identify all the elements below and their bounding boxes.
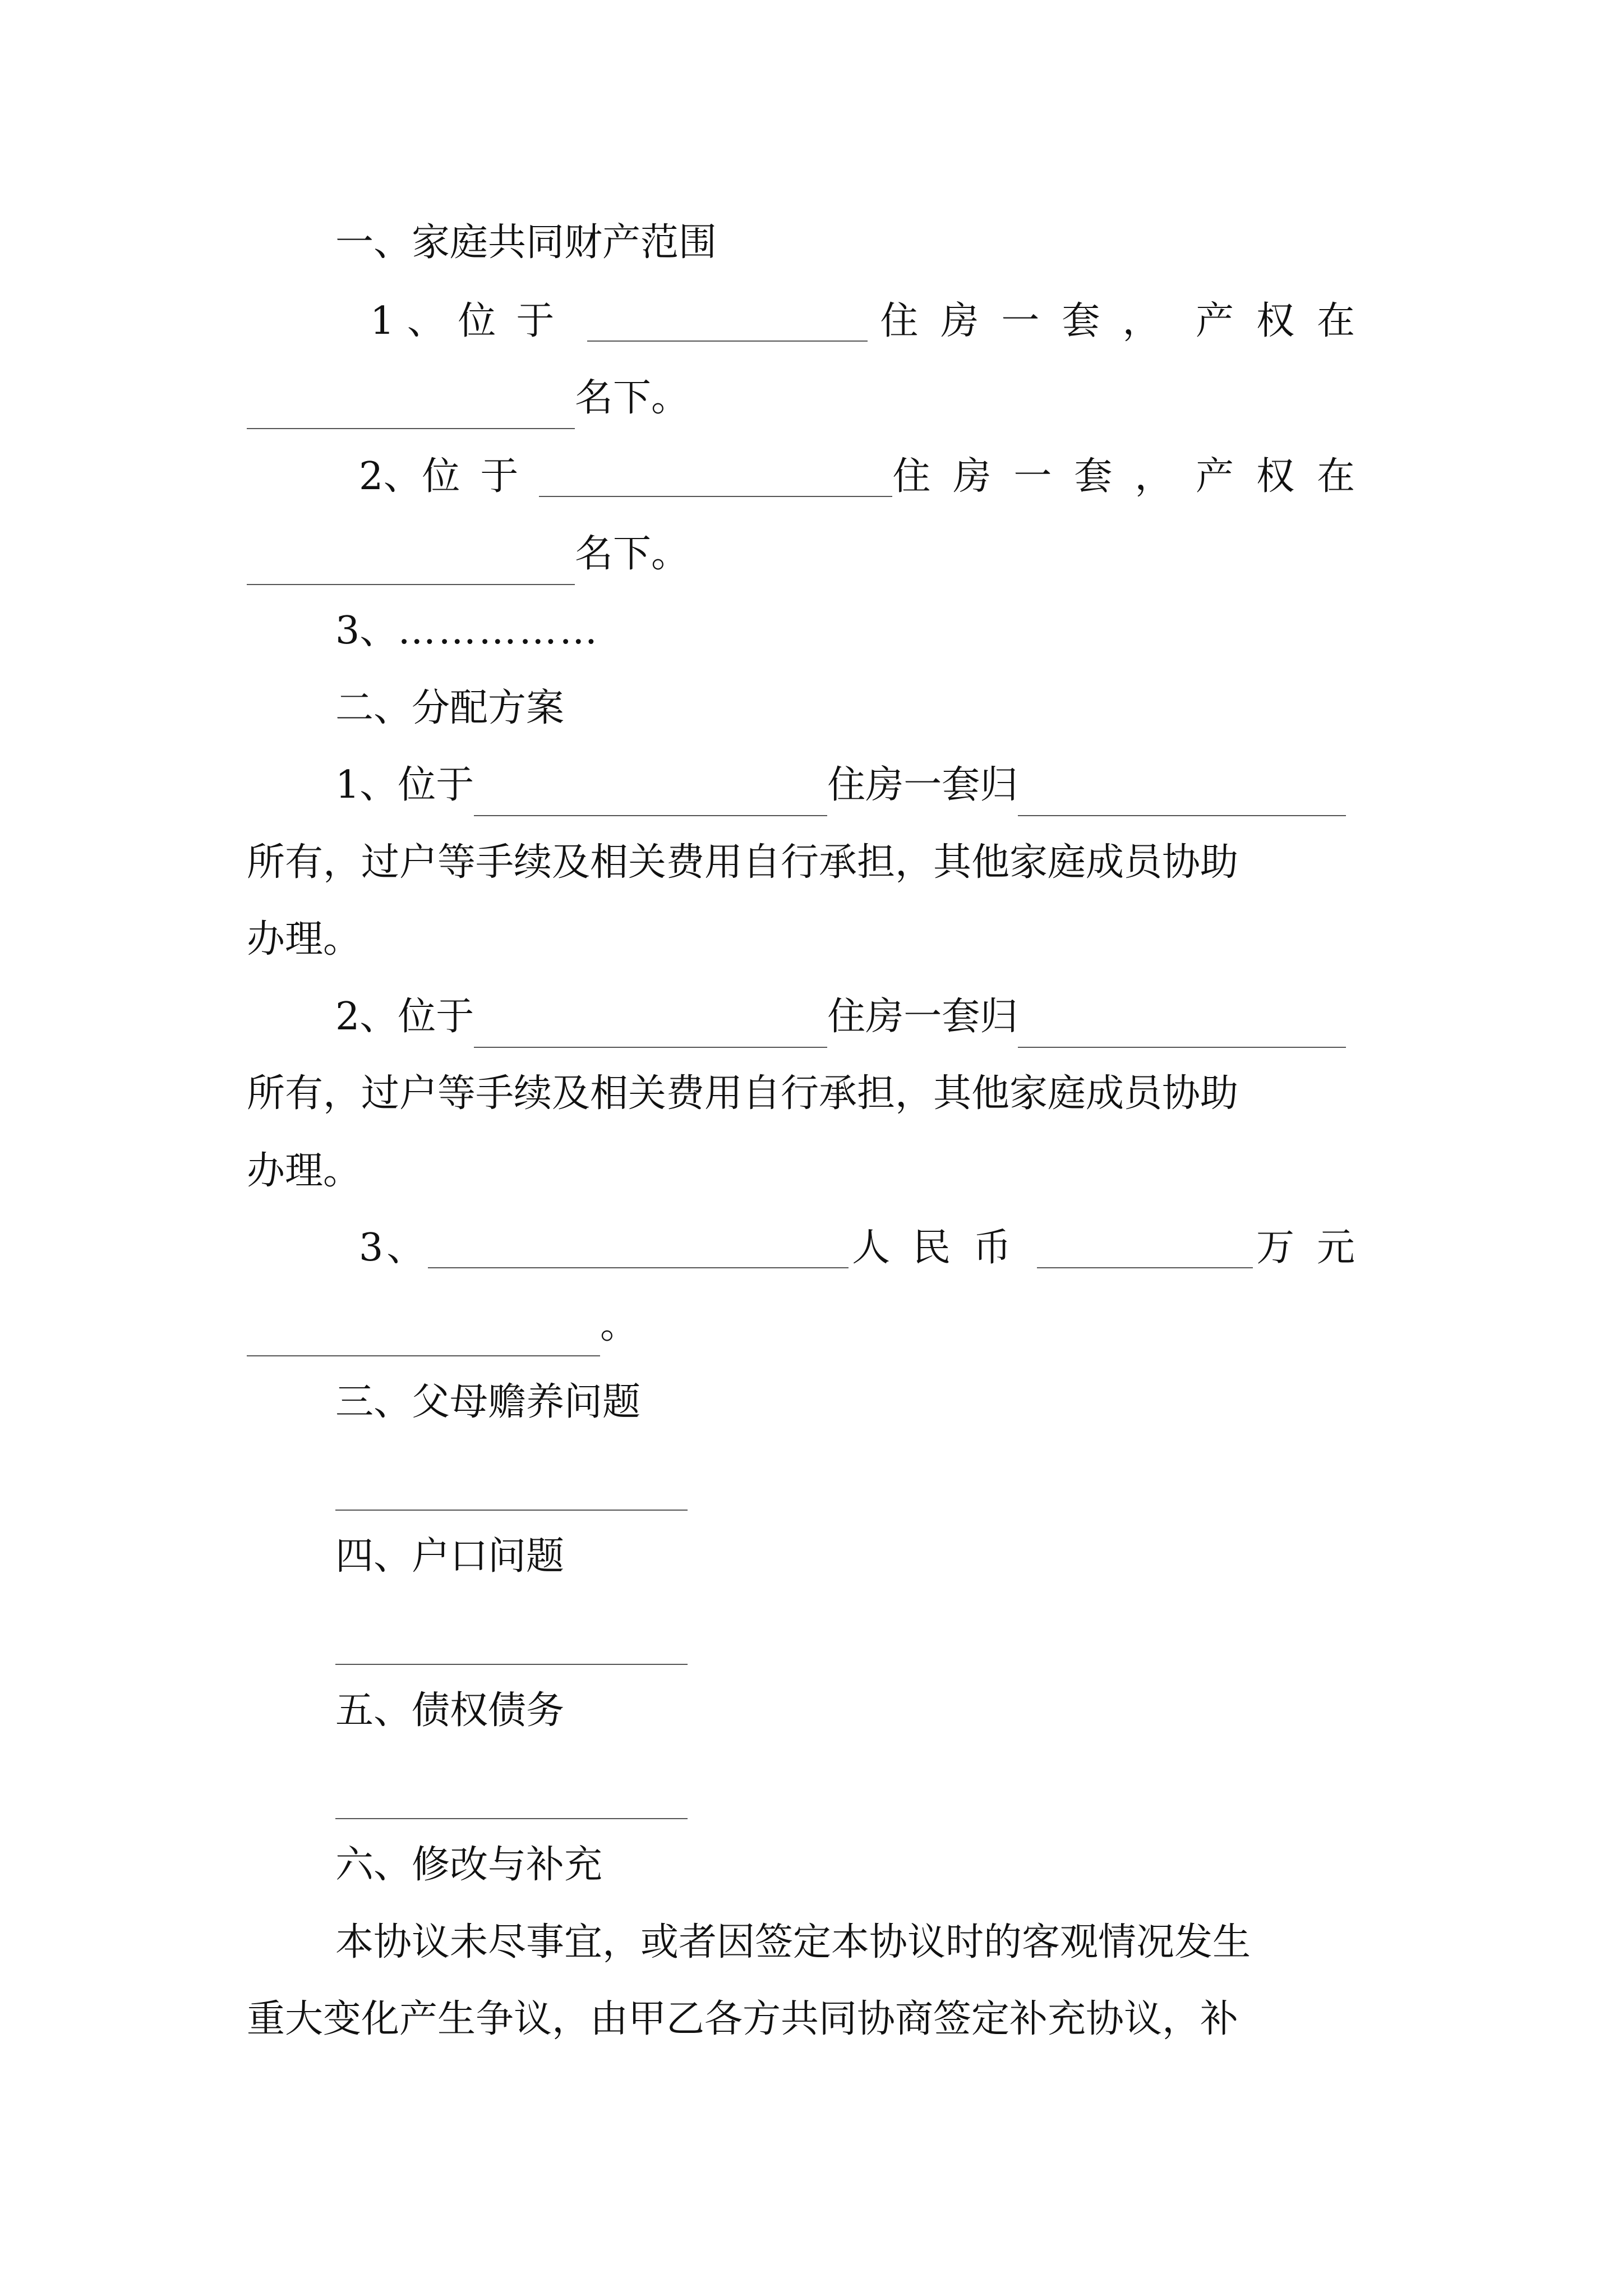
- section-1-title: 一、家庭共同财产范围: [335, 220, 717, 265]
- alloc-item-3-note-blank[interactable]: [247, 1316, 600, 1356]
- alloc-item-1-owner-blank[interactable]: [1018, 776, 1346, 816]
- section-3-blank[interactable]: [335, 1470, 688, 1511]
- alloc-item-1-line-2: [247, 832, 1377, 894]
- alloc-item-3-period: 。: [600, 1303, 639, 1347]
- alloc-item-1-prefix: 1、位于: [335, 763, 474, 807]
- scope-item-1-address-blank[interactable]: [587, 301, 868, 342]
- section-3-heading: [335, 1372, 1377, 1433]
- scope-item-3-dots: ……………: [398, 609, 600, 653]
- section-6-heading: [335, 1834, 1377, 1896]
- section-5-heading: [335, 1680, 1377, 1742]
- alloc-item-3-amount-blank[interactable]: [1037, 1228, 1253, 1268]
- scope-item-1-house: 住房一套，: [880, 299, 1183, 343]
- section-6-title: 六、修改与补充: [335, 1843, 603, 1887]
- alloc-item-1-end: 办理。: [247, 917, 362, 961]
- alloc-item-2-prefix: 2、位于: [335, 995, 474, 1039]
- amendment-paragraph-line-1: [335, 1912, 1377, 1973]
- section-2-title: 二、分配方案: [335, 686, 565, 730]
- section-3-title: 三、父母赡养问题: [335, 1380, 641, 1424]
- alloc-item-3-line-2: [247, 1295, 1377, 1356]
- amendment-paragraph-line-2: [247, 1989, 1377, 2050]
- section-5-blank[interactable]: [335, 1779, 688, 1819]
- amendment-text-line-1: 本协议未尽事宜，或者因签定本协议时的客观情况发生: [335, 1920, 1251, 1964]
- alloc-item-2-line-3: [247, 1140, 1377, 1202]
- alloc-item-3-rmb: 人民币: [852, 1226, 1034, 1270]
- scope-item-1-separator: 、: [407, 299, 445, 343]
- section-5-title: 五、债权债务: [335, 1688, 565, 1733]
- section-4-blank-line: [335, 1603, 1377, 1665]
- section-4-title: 四、户口问题: [335, 1534, 565, 1579]
- scope-item-2-title-in: 产权在: [1195, 454, 1377, 499]
- scope-item-1-number: 1: [370, 299, 395, 343]
- alloc-item-2-owner-blank[interactable]: [1018, 1007, 1346, 1048]
- section-2-heading: [335, 678, 1377, 739]
- alloc-item-1-house-to: 住房一套归: [827, 763, 1018, 807]
- alloc-item-3-line-1: [359, 1217, 1377, 1279]
- alloc-item-1-continued: 所有，过户等手续及相关费用自行承担，其他家庭成员协助: [247, 840, 1239, 885]
- alloc-item-2-line-2: [247, 1063, 1377, 1125]
- scope-item-3: [335, 600, 1377, 662]
- scope-item-2-owner-blank[interactable]: [247, 545, 575, 585]
- alloc-item-2-house-to: 住房一套归: [827, 995, 1018, 1039]
- scope-item-2-house: 住房一套，: [892, 454, 1196, 499]
- alloc-item-2-end: 办理。: [247, 1149, 362, 1193]
- alloc-item-3-wan: 万元: [1256, 1226, 1377, 1270]
- section-3-blank-line: [335, 1449, 1377, 1511]
- section-4-blank[interactable]: [335, 1625, 688, 1665]
- scope-item-1-owner-blank[interactable]: [247, 389, 575, 429]
- section-5-blank-line: [335, 1757, 1377, 1819]
- alloc-item-3-number: 3: [359, 1226, 384, 1270]
- scope-item-2-number: 2: [359, 454, 384, 499]
- scope-item-1-under-name: 名下。: [575, 376, 690, 420]
- alloc-item-3-separator: 、: [386, 1226, 425, 1270]
- section-1-heading: [335, 212, 1377, 274]
- scope-item-2-line-1: [359, 446, 1377, 508]
- scope-item-3-number: 3、: [335, 609, 398, 653]
- scope-item-1-located: 位于: [458, 299, 575, 343]
- scope-item-1-title-in: 产权在: [1195, 299, 1377, 343]
- alloc-item-1-line-1: [335, 754, 1377, 816]
- alloc-item-2-address-blank[interactable]: [474, 1007, 827, 1048]
- scope-item-1-line-2: [247, 367, 1377, 429]
- scope-item-1-line-1: [370, 291, 1377, 352]
- alloc-item-1-address-blank[interactable]: [474, 776, 827, 816]
- scope-item-2-located: 位于: [422, 454, 539, 499]
- amendment-text-line-2: 重大变化产生争议，由甲乙各方共同协商签定补充协议，补: [247, 1997, 1239, 2041]
- section-4-heading: [335, 1526, 1377, 1588]
- alloc-item-2-continued: 所有，过户等手续及相关费用自行承担，其他家庭成员协助: [247, 1071, 1239, 1116]
- scope-item-2-separator: 、: [383, 454, 422, 499]
- scope-item-2-address-blank[interactable]: [539, 457, 892, 497]
- scope-item-2-line-2: [247, 523, 1377, 585]
- alloc-item-3-party-blank[interactable]: [428, 1228, 849, 1268]
- alloc-item-1-line-3: [247, 909, 1377, 970]
- alloc-item-2-line-1: [335, 986, 1377, 1048]
- scope-item-2-under-name: 名下。: [575, 532, 690, 576]
